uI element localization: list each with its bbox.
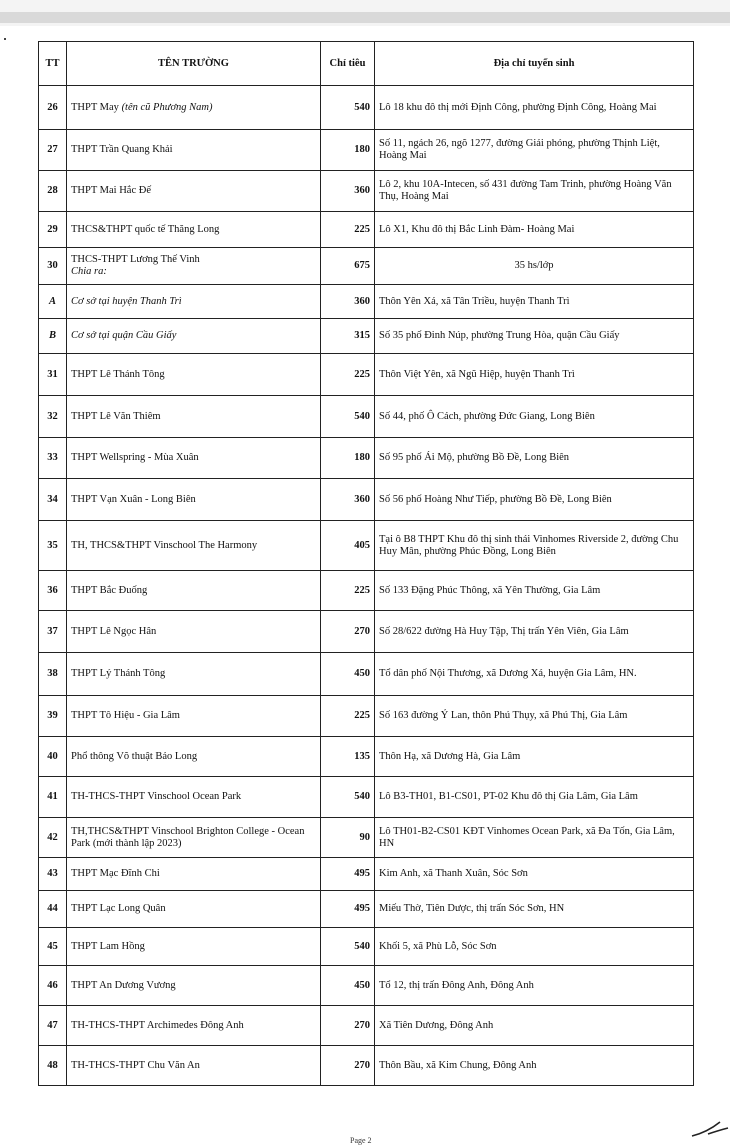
enrollment-address: Thôn Hạ, xã Dương Hà, Gia Lâm (375, 737, 694, 777)
school-name-text: THPT Tô Hiệu - Gia Lâm (71, 710, 180, 721)
table-row (39, 171, 694, 212)
school-name-note: Chia ra: (71, 266, 107, 277)
school-name (67, 130, 321, 171)
school-name (67, 319, 321, 354)
table-body (39, 86, 694, 1086)
row-number: 34 (39, 479, 67, 521)
enrollment-address: Số 95 phố Ái Mộ, phường Bồ Đề, Long Biên (375, 438, 694, 479)
school-name (67, 696, 321, 737)
table-row (39, 248, 694, 285)
header-name: TÊN TRƯỜNG (67, 42, 321, 86)
quota-value: 225 (321, 354, 375, 396)
quota-value: 495 (321, 891, 375, 928)
school-name-text: TH, THCS&THPT Vinschool The Harmony (71, 539, 258, 551)
school-name (67, 891, 321, 928)
enrollment-address: Số 133 Đặng Phúc Thông, xã Yên Thường, Gia Lâm (375, 571, 694, 611)
school-name-text: Cơ sở tại huyện Thanh Trì (71, 295, 182, 307)
enrollment-address: Thôn Yên Xá, xã Tân Triều, huyện Thanh Trì (375, 285, 694, 319)
quota-value: 225 (321, 571, 375, 611)
enrollment-address: Số 44, phố Ô Cách, phường Đức Giang, Long Biên (375, 396, 694, 438)
school-name-text: Phổ thông Võ thuật Bảo Long (71, 750, 198, 762)
school-name (67, 571, 321, 611)
school-name-text: THPT Lý Thánh Tông (71, 668, 166, 679)
enrollment-address: Lô 2, khu 10A-Intecen, số 431 đường Tam Trinh, phường Hoàng Văn Thụ, Hoàng Mai (375, 171, 694, 212)
quota-value: 540 (321, 396, 375, 438)
quota-value: 360 (321, 285, 375, 319)
table-row (39, 285, 694, 319)
school-name (67, 966, 321, 1006)
row-number: 27 (39, 130, 67, 171)
school-name (67, 438, 321, 479)
row-number: 31 (39, 354, 67, 396)
table-row (39, 777, 694, 818)
row-number: 46 (39, 966, 67, 1006)
table-row (39, 928, 694, 966)
enrollment-address: Tổ dân phố Nội Thương, xã Dương Xá, huyện Gia Lâm, HN. (375, 653, 694, 696)
school-name (67, 611, 321, 653)
row-number: 42 (39, 818, 67, 858)
row-number: 36 (39, 571, 67, 611)
enrollment-address: Số 28/622 đường Hà Huy Tập, Thị trấn Yên Viên, Gia Lâm (375, 611, 694, 653)
row-number: 39 (39, 696, 67, 737)
school-name (67, 248, 321, 285)
header-quota: Chỉ tiêu (321, 42, 375, 86)
quota-value: 360 (321, 171, 375, 212)
school-name-text: Cơ sở tại quận Cầu Giấy (71, 330, 177, 341)
school-name (67, 212, 321, 248)
school-name (67, 737, 321, 777)
row-number: 43 (39, 858, 67, 891)
row-number: B (39, 319, 67, 354)
quota-value: 360 (321, 479, 375, 521)
table-row (39, 737, 694, 777)
row-number: 35 (39, 521, 67, 571)
school-name (67, 479, 321, 521)
enrollment-address: Xã Tiên Dương, Đông Anh (375, 1006, 694, 1046)
school-name (67, 928, 321, 966)
table-row (39, 611, 694, 653)
school-name (67, 396, 321, 438)
quota-value: 450 (321, 653, 375, 696)
school-name-text: THPT Lê Ngọc Hân (71, 625, 157, 637)
enrollment-address: Lô B3-TH01, B1-CS01, PT-02 Khu đô thị Gia Lâm, Gia Lâm (375, 777, 694, 818)
table-row (39, 521, 694, 571)
table-row (39, 891, 694, 928)
table-row (39, 1046, 694, 1086)
school-name-note: (tên cũ Phương Nam) (121, 101, 213, 113)
quota-value: 90 (321, 818, 375, 858)
header-tt: TT (39, 42, 67, 86)
table-row (39, 696, 694, 737)
row-number: 37 (39, 611, 67, 653)
school-name-text: THCS&THPT quốc tế Thăng Long (71, 223, 220, 235)
table-row (39, 653, 694, 696)
table-row (39, 438, 694, 479)
enrollment-address: Khối 5, xã Phù Lỗ, Sóc Sơn (375, 928, 694, 966)
school-name-text: THPT Wellspring - Mùa Xuân (71, 452, 199, 463)
quota-value: 675 (321, 248, 375, 285)
row-number: 30 (39, 248, 67, 285)
enrollment-address: Số 11, ngách 26, ngõ 1277, đường Giải phóng, phường Thịnh Liệt, Hoàng Mai (375, 130, 694, 171)
table-row (39, 966, 694, 1006)
table-row (39, 396, 694, 438)
quota-value: 540 (321, 928, 375, 966)
enrollment-address: Miếu Thờ, Tiên Dược, thị trấn Sóc Sơn, HN (375, 891, 694, 928)
table-row (39, 319, 694, 354)
table-row (39, 86, 694, 130)
enrollment-address: Thôn Việt Yên, xã Ngũ Hiệp, huyện Thanh Trì (375, 354, 694, 396)
enrollment-address: Lô 18 khu đô thị mới Định Công, phường Định Công, Hoàng Mai (375, 86, 694, 130)
enrollment-address: Số 35 phố Đinh Núp, phường Trung Hòa, quận Cầu Giấy (375, 319, 694, 354)
quota-value: 540 (321, 777, 375, 818)
page-number: Page 2 (350, 1136, 372, 1145)
quota-value: 270 (321, 1046, 375, 1086)
row-number: 44 (39, 891, 67, 928)
signature-mark-icon (690, 1116, 730, 1140)
enrollment-address: Số 163 đường Ỷ Lan, thôn Phú Thụy, xã Phú Thị, Gia Lâm (375, 696, 694, 737)
quota-value: 495 (321, 858, 375, 891)
row-number: 32 (39, 396, 67, 438)
school-name-text: TH-THCS-THPT Archimedes Đông Anh (71, 1019, 244, 1031)
quota-value: 270 (321, 611, 375, 653)
table-row (39, 212, 694, 248)
table-row (39, 479, 694, 521)
enrollment-address: Số 56 phố Hoàng Như Tiếp, phường Bồ Đề, Long Biên (375, 479, 694, 521)
row-number: 47 (39, 1006, 67, 1046)
school-name-text: THPT Vạn Xuân - Long Biên (71, 493, 196, 505)
school-name (67, 1006, 321, 1046)
row-number: 48 (39, 1046, 67, 1086)
quota-value: 180 (321, 438, 375, 479)
school-name-text: THPT May (71, 101, 119, 113)
enrollment-address: Lô TH01-B2-CS01 KĐT Vinhomes Ocean Park, xã Đa Tốn, Gia Lâm, HN (375, 818, 694, 858)
school-name (67, 171, 321, 212)
school-name-text: THPT Trần Quang Khải (71, 144, 173, 155)
school-name (67, 858, 321, 891)
school-name-text: TH-THCS-THPT Chu Văn An (71, 1059, 200, 1071)
quota-value: 315 (321, 319, 375, 354)
enrollment-address: Tổ 12, thị trấn Đông Anh, Đông Anh (375, 966, 694, 1006)
row-number: 38 (39, 653, 67, 696)
school-name-text: THPT Mạc Đĩnh Chi (71, 868, 160, 879)
school-name (67, 354, 321, 396)
school-name-text: THPT Lạc Long Quân (71, 903, 166, 914)
school-name-text: THPT Bắc Đuống (71, 584, 148, 596)
quota-value: 450 (321, 966, 375, 1006)
enrollment-address: Tại ô B8 THPT Khu đô thị sinh thái Vinhomes Riverside 2, đường Chu Huy Mân, phường Phúc Đồng, Long Biên (375, 521, 694, 571)
school-name-text: TH,THCS&THPT Vinschool Brighton College - Ocean Park (mới thành lập 2023) (71, 825, 305, 849)
quota-value: 225 (321, 696, 375, 737)
table-row (39, 818, 694, 858)
table-row (39, 858, 694, 891)
enrollment-address: 35 hs/lớp (375, 248, 694, 285)
row-number: 26 (39, 86, 67, 130)
quota-value: 540 (321, 86, 375, 130)
quota-value: 135 (321, 737, 375, 777)
quota-value: 180 (321, 130, 375, 171)
school-name-text: THPT Mai Hắc Đế (71, 185, 151, 196)
row-number: A (39, 285, 67, 319)
table-row (39, 571, 694, 611)
school-quota-table (38, 41, 694, 1086)
table-row (39, 130, 694, 171)
row-number: 40 (39, 737, 67, 777)
table-header-row (39, 42, 694, 86)
quota-value: 225 (321, 212, 375, 248)
enrollment-address: Kim Anh, xã Thanh Xuân, Sóc Sơn (375, 858, 694, 891)
school-name (67, 285, 321, 319)
row-number: 33 (39, 438, 67, 479)
scan-top-band (0, 0, 730, 26)
row-number: 29 (39, 212, 67, 248)
table-row (39, 1006, 694, 1046)
school-name (67, 777, 321, 818)
header-address: Địa chỉ tuyển sinh (375, 42, 694, 86)
table-row (39, 354, 694, 396)
quota-value: 270 (321, 1006, 375, 1046)
school-name (67, 86, 321, 130)
school-name-text: TH-THCS-THPT Vinschool Ocean Park (71, 791, 242, 802)
school-name-text: THPT An Dương Vương (71, 979, 176, 991)
school-name (67, 521, 321, 571)
school-name-text: THPT Lê Văn Thiêm (71, 410, 161, 422)
row-number: 28 (39, 171, 67, 212)
scan-top-bar (0, 12, 730, 23)
school-name (67, 818, 321, 858)
quota-value: 405 (321, 521, 375, 571)
school-name-text: THCS-THPT Lương Thế Vinh (71, 254, 200, 265)
enrollment-address: Lô X1, Khu đô thị Bắc Linh Đàm- Hoàng Mai (375, 212, 694, 248)
school-name (67, 1046, 321, 1086)
row-number: 41 (39, 777, 67, 818)
school-name-text: THPT Lê Thánh Tông (71, 368, 165, 380)
school-name-text: THPT Lam Hồng (71, 940, 145, 952)
enrollment-address: Thôn Bầu, xã Kim Chung, Đông Anh (375, 1046, 694, 1086)
scan-speck (4, 38, 6, 40)
row-number: 45 (39, 928, 67, 966)
school-name (67, 653, 321, 696)
